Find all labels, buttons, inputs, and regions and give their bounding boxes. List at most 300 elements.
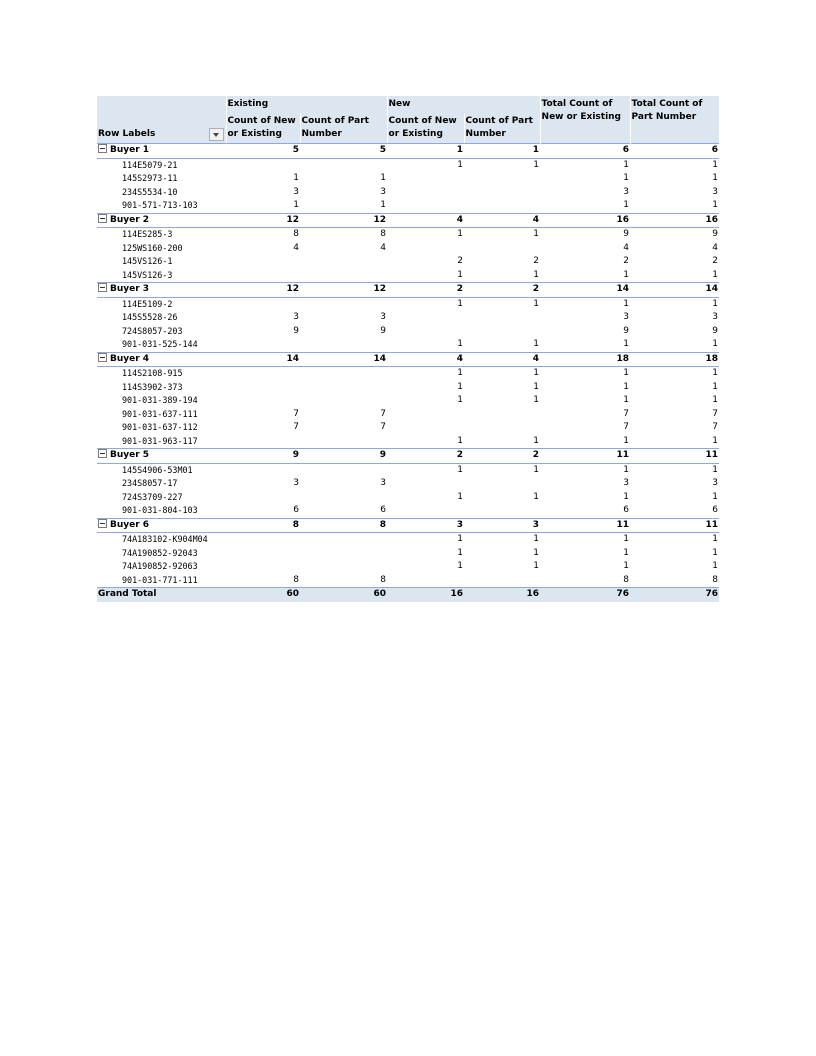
row-labels-header [97, 113, 226, 144]
value-cell: 1 [533, 381, 540, 392]
value-cell: 11 [540, 449, 630, 464]
part-row [97, 560, 719, 574]
value-cell: 1 [533, 269, 540, 280]
value-cell: 4 [712, 242, 719, 253]
value-cell: 2 [712, 256, 719, 266]
value-cell: 8 [300, 518, 387, 533]
value-cell: 2 [457, 256, 464, 266]
value-cell: 14 [300, 352, 387, 367]
value-cell [300, 381, 387, 395]
value-cell: 12 [300, 283, 387, 298]
collapse-toggle-icon[interactable] [98, 449, 107, 458]
value-cell [464, 574, 540, 588]
value-cell [387, 421, 464, 435]
buyer-label-cell [97, 213, 226, 228]
value-cell [464, 325, 540, 339]
value-cell: 1 [457, 395, 464, 405]
part-number: 145S5528-26 [122, 312, 178, 322]
value-cell: 1 [623, 339, 630, 349]
value-cell: 3 [712, 312, 719, 322]
value-cell: 7 [623, 422, 630, 432]
value-cell: 4 [464, 213, 540, 228]
part-row [97, 158, 719, 172]
buyer-row [97, 283, 719, 298]
header-total-count-part-number: Total Count of Part Number [630, 96, 719, 144]
buyer-row [97, 352, 719, 367]
value-cell: 12 [226, 283, 300, 298]
value-cell [387, 311, 464, 325]
value-cell: 12 [300, 213, 387, 228]
pivot-body [97, 144, 719, 602]
value-cell: 7 [712, 422, 719, 432]
value-cell: 9 [300, 449, 387, 464]
value-cell: 1 [712, 269, 719, 280]
part-row [97, 297, 719, 311]
value-cell: 1 [533, 159, 540, 170]
part-row [97, 547, 719, 561]
value-cell [300, 533, 387, 547]
part-number-cell [97, 547, 226, 561]
value-cell [300, 269, 387, 283]
part-number-cell [97, 574, 226, 588]
part-row [97, 228, 719, 242]
part-row [97, 172, 719, 186]
header-new-count-new-or-existing: Count of New or Existing [387, 113, 464, 144]
part-number-cell [97, 242, 226, 256]
value-cell: 1 [457, 464, 464, 475]
part-number: 901-031-525-144 [122, 339, 198, 349]
value-cell: 12 [226, 213, 300, 228]
value-cell [226, 338, 300, 352]
part-number-cell [97, 255, 226, 269]
value-cell: 7 [380, 422, 387, 432]
value-cell: 1 [533, 561, 540, 571]
buyer-label-cell [97, 518, 226, 533]
part-row [97, 255, 719, 269]
value-cell [464, 199, 540, 213]
value-cell: 1 [533, 464, 540, 475]
value-cell: 1 [457, 381, 464, 392]
value-cell [300, 491, 387, 505]
value-cell: 1 [293, 200, 299, 210]
group-header-new: New [387, 96, 540, 113]
buyer-name: Buyer 1 [110, 145, 150, 155]
value-cell: 1 [712, 547, 719, 558]
header-existing-count-part-number: Count of Part Number [300, 113, 387, 144]
value-cell: 1 [457, 269, 464, 280]
value-cell: 1 [457, 339, 464, 349]
value-cell: 5 [226, 144, 300, 159]
part-number: 114E5079-21 [122, 159, 178, 170]
value-cell: 1 [533, 395, 540, 405]
value-cell [387, 477, 464, 491]
value-cell: 8 [293, 229, 299, 239]
value-cell: 1 [457, 298, 464, 309]
value-cell [387, 199, 464, 213]
part-number-cell [97, 394, 226, 408]
buyer-name: Buyer 4 [110, 353, 150, 364]
value-cell: 11 [630, 449, 719, 464]
value-cell: 2 [464, 449, 540, 464]
value-cell: 1 [623, 534, 630, 544]
value-cell: 3 [293, 312, 299, 322]
part-number: 724S8057-203 [122, 325, 183, 336]
value-cell: 1 [712, 395, 719, 405]
part-number-cell [97, 435, 226, 449]
value-cell: 9 [623, 325, 630, 336]
value-cell: 1 [623, 159, 630, 170]
value-cell: 6 [380, 505, 387, 515]
value-cell: 4 [387, 352, 464, 367]
header-total-count-new-or-existing: Total Count of New or Existing [540, 96, 630, 144]
value-cell: 16 [540, 213, 630, 228]
value-cell: 11 [630, 518, 719, 533]
value-cell [226, 269, 300, 283]
value-cell: 1 [457, 368, 464, 378]
value-cell: 9 [226, 449, 300, 464]
part-number: 724S3709-227 [122, 491, 183, 502]
value-cell: 1 [457, 561, 464, 571]
value-cell: 3 [380, 478, 387, 488]
part-number-cell [97, 325, 226, 339]
value-cell [226, 394, 300, 408]
value-cell: 2 [387, 283, 464, 298]
part-row [97, 367, 719, 381]
value-cell: 1 [623, 491, 630, 502]
part-row [97, 394, 719, 408]
value-cell: 4 [464, 352, 540, 367]
value-cell: 1 [623, 269, 630, 280]
buyer-name: Buyer 6 [110, 519, 150, 530]
value-cell: 8 [623, 574, 630, 585]
value-cell: 1 [623, 561, 630, 571]
value-cell: 9 [623, 229, 630, 239]
value-cell: 7 [293, 408, 299, 419]
value-cell: 7 [712, 408, 719, 419]
buyer-label-cell [97, 449, 226, 464]
value-cell: 16 [630, 213, 719, 228]
value-cell: 8 [712, 574, 719, 585]
part-number: 901-571-713-103 [122, 200, 198, 210]
collapse-toggle-icon[interactable] [98, 353, 107, 362]
value-cell: 1 [533, 534, 540, 544]
value-cell [387, 574, 464, 588]
part-number: 145S2973-11 [122, 173, 178, 183]
value-cell: 1 [712, 173, 719, 183]
value-cell: 1 [533, 368, 540, 378]
value-cell [464, 477, 540, 491]
value-cell: 3 [623, 312, 630, 322]
collapse-toggle-icon[interactable] [98, 519, 107, 528]
buyer-label-cell [97, 144, 226, 159]
value-cell: 1 [712, 561, 719, 571]
value-cell [226, 255, 300, 269]
value-cell: 1 [623, 200, 630, 210]
part-row [97, 242, 719, 256]
value-cell: 7 [623, 408, 630, 419]
value-cell: 1 [533, 491, 540, 502]
value-cell: 3 [380, 186, 387, 197]
value-cell: 6 [293, 505, 299, 515]
value-cell: 1 [457, 435, 464, 446]
collapse-toggle-icon[interactable] [98, 214, 107, 223]
grand-total-value: 76 [630, 588, 719, 602]
part-row [97, 574, 719, 588]
value-cell: 8 [226, 518, 300, 533]
value-cell: 9 [712, 229, 719, 239]
value-cell: 8 [380, 229, 387, 239]
value-cell: 18 [630, 352, 719, 367]
part-number: 74A190852-92063 [122, 561, 198, 571]
part-number-cell [97, 477, 226, 491]
part-number-cell [97, 199, 226, 213]
part-number: 125WS160-200 [122, 242, 183, 253]
part-number-cell [97, 297, 226, 311]
buyer-label-cell [97, 352, 226, 367]
part-number-cell [97, 367, 226, 381]
part-number: 145VS126-1 [122, 256, 173, 266]
value-cell: 5 [300, 144, 387, 159]
value-cell [464, 242, 540, 256]
header-existing-count-new-or-existing: Count of New or Existing [226, 113, 300, 144]
value-cell: 1 [380, 200, 387, 210]
value-cell [387, 186, 464, 200]
value-cell: 1 [712, 464, 719, 475]
part-number: 145S4906-53M01 [122, 464, 193, 475]
row-labels-text: Row Labels [98, 129, 156, 139]
value-cell [464, 186, 540, 200]
value-cell: 1 [623, 464, 630, 475]
value-cell [300, 560, 387, 574]
value-cell [464, 172, 540, 186]
value-cell: 7 [380, 408, 387, 419]
part-number-cell [97, 504, 226, 518]
part-number-cell [97, 338, 226, 352]
part-number: 74A190852-92043 [122, 547, 198, 558]
part-number: 901-031-963-117 [122, 435, 198, 446]
part-number: 114S2108-915 [122, 368, 183, 378]
value-cell [464, 421, 540, 435]
part-number-cell [97, 533, 226, 547]
value-cell: 7 [293, 422, 299, 432]
value-cell: 3 [387, 518, 464, 533]
value-cell: 8 [293, 574, 299, 585]
grand-total-row [97, 588, 719, 602]
value-cell: 14 [540, 283, 630, 298]
value-cell: 1 [623, 381, 630, 392]
part-row [97, 421, 719, 435]
value-cell: 4 [387, 213, 464, 228]
value-cell: 1 [712, 159, 719, 170]
value-cell: 3 [712, 186, 719, 197]
grand-total-value: 60 [226, 588, 300, 602]
part-row [97, 311, 719, 325]
value-cell [226, 491, 300, 505]
value-cell [226, 463, 300, 477]
value-cell [226, 158, 300, 172]
value-cell [464, 504, 540, 518]
value-cell: 1 [623, 368, 630, 378]
value-cell: 1 [623, 173, 630, 183]
part-row [97, 477, 719, 491]
part-number-cell [97, 463, 226, 477]
part-row [97, 533, 719, 547]
collapse-toggle-icon[interactable] [98, 283, 107, 292]
value-cell: 2 [533, 256, 540, 266]
value-cell: 3 [293, 186, 299, 197]
part-number: 114E5109-2 [122, 298, 173, 309]
value-cell [387, 242, 464, 256]
buyer-row [97, 144, 719, 159]
part-number-cell [97, 311, 226, 325]
part-number-cell [97, 186, 226, 200]
value-cell [464, 408, 540, 422]
value-cell: 1 [293, 173, 299, 183]
part-number-cell [97, 228, 226, 242]
value-cell: 1 [387, 144, 464, 159]
value-cell [226, 367, 300, 381]
value-cell [300, 297, 387, 311]
pivot-table [97, 96, 719, 602]
value-cell: 3 [380, 312, 387, 322]
part-number-cell [97, 172, 226, 186]
part-number: 114ES285-3 [122, 229, 173, 239]
value-cell: 1 [533, 435, 540, 446]
value-cell: 4 [380, 242, 387, 253]
value-cell [300, 435, 387, 449]
value-cell: 1 [533, 298, 540, 309]
header-new-count-part-number: Count of Part Number [464, 113, 540, 144]
value-cell [226, 381, 300, 395]
value-cell: 8 [380, 574, 387, 585]
value-cell: 1 [623, 395, 630, 405]
value-cell: 2 [464, 283, 540, 298]
value-cell: 3 [464, 518, 540, 533]
buyer-row [97, 449, 719, 464]
part-number: 74A183102-K904M04 [122, 534, 208, 544]
part-number: 145VS126-3 [122, 269, 173, 280]
part-number-cell [97, 408, 226, 422]
part-number-cell [97, 421, 226, 435]
value-cell: 1 [623, 435, 630, 446]
part-number: 234S8057-17 [122, 478, 178, 488]
value-cell [226, 547, 300, 561]
value-cell: 1 [712, 534, 719, 544]
value-cell: 4 [293, 242, 299, 253]
value-cell: 6 [623, 505, 630, 515]
value-cell [387, 325, 464, 339]
value-cell: 1 [712, 435, 719, 446]
value-cell: 1 [457, 534, 464, 544]
buyer-name: Buyer 5 [110, 450, 150, 460]
value-cell [300, 394, 387, 408]
value-cell: 1 [712, 381, 719, 392]
value-cell: 1 [380, 173, 387, 183]
buyer-label-cell [97, 283, 226, 298]
value-cell [226, 560, 300, 574]
value-cell: 1 [623, 547, 630, 558]
value-cell: 1 [533, 339, 540, 349]
value-cell: 14 [630, 283, 719, 298]
buyer-row [97, 213, 719, 228]
grand-total-value: 16 [464, 588, 540, 602]
value-cell [300, 463, 387, 477]
value-cell: 2 [387, 449, 464, 464]
grand-total-value: 76 [540, 588, 630, 602]
header-corner [97, 96, 226, 113]
grand-total-value: 60 [300, 588, 387, 602]
value-cell: 1 [457, 547, 464, 558]
value-cell: 9 [712, 325, 719, 336]
part-number: 234S5534-10 [122, 186, 178, 197]
value-cell: 1 [464, 144, 540, 159]
value-cell: 1 [712, 200, 719, 210]
value-cell: 6 [712, 505, 719, 515]
part-row [97, 199, 719, 213]
value-cell: 1 [457, 491, 464, 502]
value-cell: 1 [533, 229, 540, 239]
value-cell: 1 [533, 547, 540, 558]
value-cell [300, 158, 387, 172]
part-row [97, 408, 719, 422]
group-header-row [97, 96, 719, 113]
value-cell [226, 533, 300, 547]
value-cell [226, 435, 300, 449]
part-row [97, 504, 719, 518]
part-row [97, 338, 719, 352]
value-cell: 1 [712, 491, 719, 502]
part-number: 901-031-389-194 [122, 395, 198, 405]
part-row [97, 325, 719, 339]
value-cell [300, 255, 387, 269]
group-header-existing: Existing [226, 96, 387, 113]
value-cell [387, 172, 464, 186]
value-cell: 3 [623, 186, 630, 197]
value-cell: 1 [712, 298, 719, 309]
value-cell [464, 311, 540, 325]
part-row [97, 491, 719, 505]
part-number: 901-031-637-111 [122, 408, 198, 419]
value-cell: 9 [380, 325, 387, 336]
value-cell: 3 [712, 478, 719, 488]
value-cell [387, 408, 464, 422]
part-row [97, 435, 719, 449]
collapse-toggle-icon[interactable] [98, 144, 107, 153]
buyer-name: Buyer 3 [110, 284, 150, 294]
buyer-name: Buyer 2 [110, 214, 150, 225]
value-cell: 6 [540, 144, 630, 159]
filter-dropdown-icon[interactable] [209, 128, 224, 141]
part-number-cell [97, 491, 226, 505]
grand-total-label: Grand Total [97, 588, 226, 602]
value-cell [300, 338, 387, 352]
value-cell: 3 [623, 478, 630, 488]
value-cell [300, 547, 387, 561]
value-cell: 1 [457, 159, 464, 170]
part-row [97, 381, 719, 395]
buyer-row [97, 518, 719, 533]
value-cell: 3 [293, 478, 299, 488]
value-cell: 1 [623, 298, 630, 309]
part-number-cell [97, 269, 226, 283]
part-row [97, 269, 719, 283]
part-row [97, 463, 719, 477]
value-cell: 1 [712, 339, 719, 349]
value-cell: 18 [540, 352, 630, 367]
part-number: 901-031-771-111 [122, 574, 198, 585]
value-cell: 1 [712, 368, 719, 378]
grand-total-value: 16 [387, 588, 464, 602]
